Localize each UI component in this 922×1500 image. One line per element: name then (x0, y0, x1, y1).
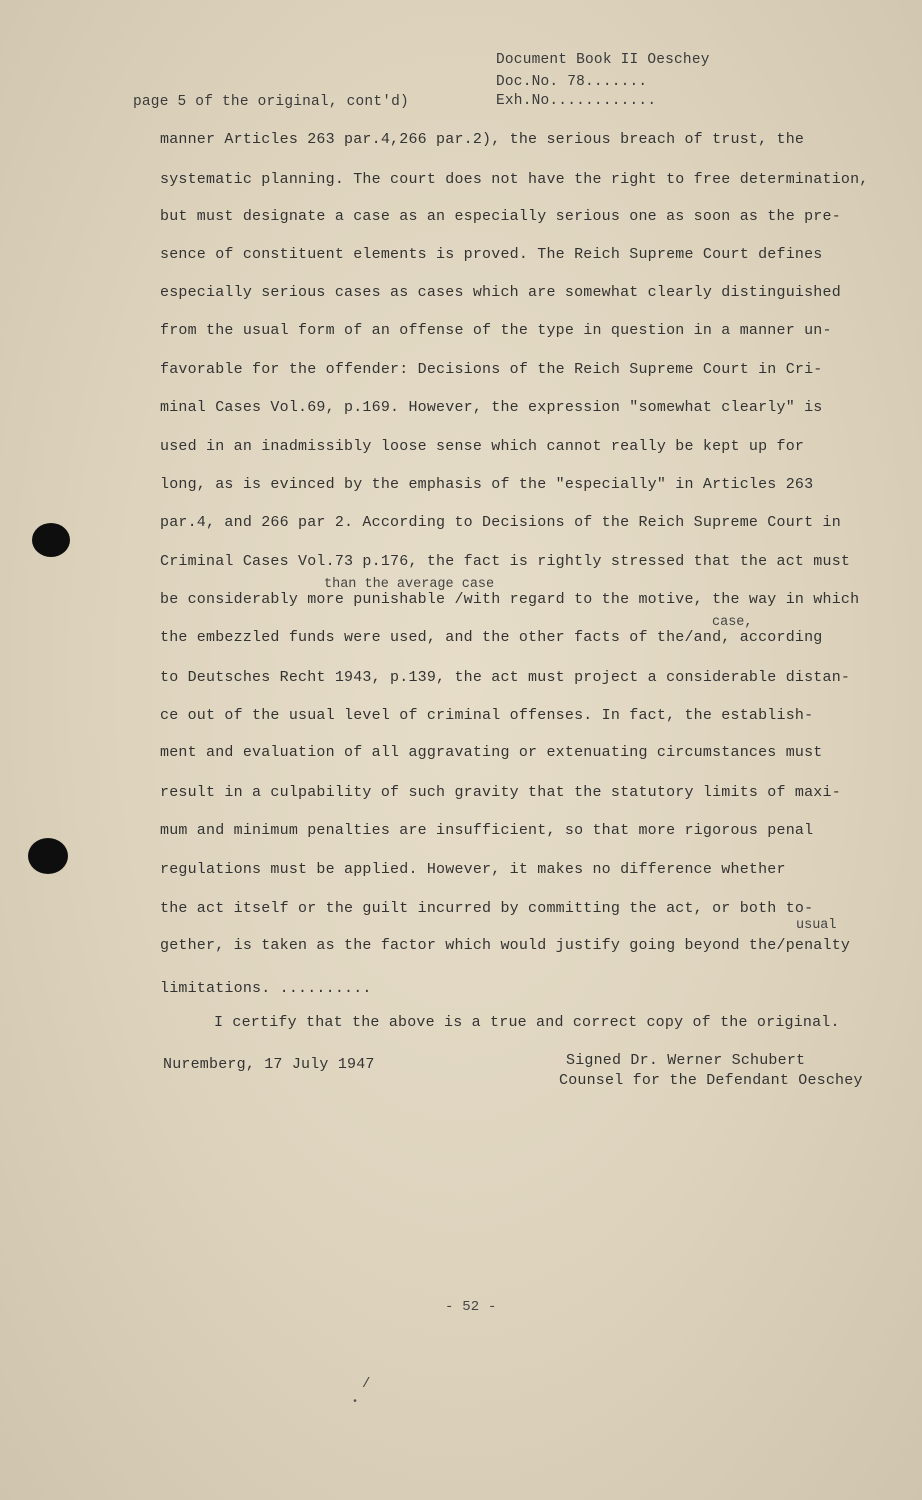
page-reference: page 5 of the original, cont'd) (133, 94, 409, 110)
stray-pencil-mark: / (362, 1376, 371, 1392)
body-line: par.4, and 266 par 2. According to Decisions of the Reich Supreme Court in (160, 514, 841, 531)
body-line: long, as is evinced by the emphasis of the "especially" in Articles 263 (160, 476, 814, 493)
page-number: - 52 - (445, 1299, 497, 1315)
certification-statement: I certify that the above is a true and correct copy of the original. (214, 1014, 840, 1031)
body-line: favorable for the offender: Decisions of the Reich Supreme Court in Cri- (160, 361, 823, 378)
body-line: regulations must be applied. However, it makes no difference whether (160, 861, 786, 878)
punch-hole-bottom (28, 838, 68, 874)
body-line: to Deutsches Recht 1943, p.139, the act must project a considerable distan- (160, 669, 851, 686)
body-line: ce out of the usual level of criminal offenses. In fact, the establish- (160, 707, 814, 724)
body-line: limitations. .......... (160, 980, 372, 997)
body-line: Criminal Cases Vol.73 p.176, the fact is rightly stressed that the act must (160, 553, 851, 570)
body-line: ment and evaluation of all aggravating or extenuating circumstances must (160, 744, 823, 761)
body-line: systematic planning. The court does not have the right to free determination, (160, 171, 869, 188)
signature-name: Signed Dr. Werner Schubert (566, 1052, 806, 1069)
body-line: gether, is taken as the factor which would justify going beyond the/penalty (160, 937, 851, 954)
body-line: the act itself or the guilt incurred by committing the act, or both to- (160, 900, 814, 917)
interlinear-insertion: case, (712, 615, 753, 630)
body-line: result in a culpability of such gravity that the statutory limits of maxi- (160, 784, 841, 801)
stray-dot-mark: • (352, 1397, 359, 1408)
body-line: from the usual form of an offense of the type in question in a manner un- (160, 322, 832, 339)
body-line: used in an inadmissibly loose sense which cannot really be kept up for (160, 438, 805, 455)
body-line: but must designate a case as an especially serious one as soon as the pre- (160, 208, 841, 225)
signature-title: Counsel for the Defendant Oeschey (559, 1072, 863, 1089)
body-line: the embezzled funds were used, and the other facts of the/and, according (160, 629, 823, 646)
doc-number-label: Doc.No. 78....... (496, 74, 648, 90)
body-line: minal Cases Vol.69, p.169. However, the expression "somewhat clearly" is (160, 399, 823, 416)
interlinear-insertion: usual (796, 918, 837, 933)
body-line: be considerably more punishable /with regard to the motive, the way in which (160, 591, 860, 608)
exhibit-number-label: Exh.No............ (496, 93, 657, 109)
body-line: mum and minimum penalties are insufficient, so that more rigorous penal (160, 822, 814, 839)
document-book-label: Document Book II Oeschey (496, 52, 710, 68)
body-line: sence of constituent elements is proved. The Reich Supreme Court defines (160, 246, 823, 263)
place-date: Nuremberg, 17 July 1947 (163, 1056, 375, 1073)
punch-hole-top (32, 523, 70, 557)
interlinear-insertion: than the average case (324, 577, 495, 592)
body-line: especially serious cases as cases which are somewhat clearly distinguished (160, 284, 841, 301)
body-line: manner Articles 263 par.4,266 par.2), the serious breach of trust, the (160, 131, 805, 148)
